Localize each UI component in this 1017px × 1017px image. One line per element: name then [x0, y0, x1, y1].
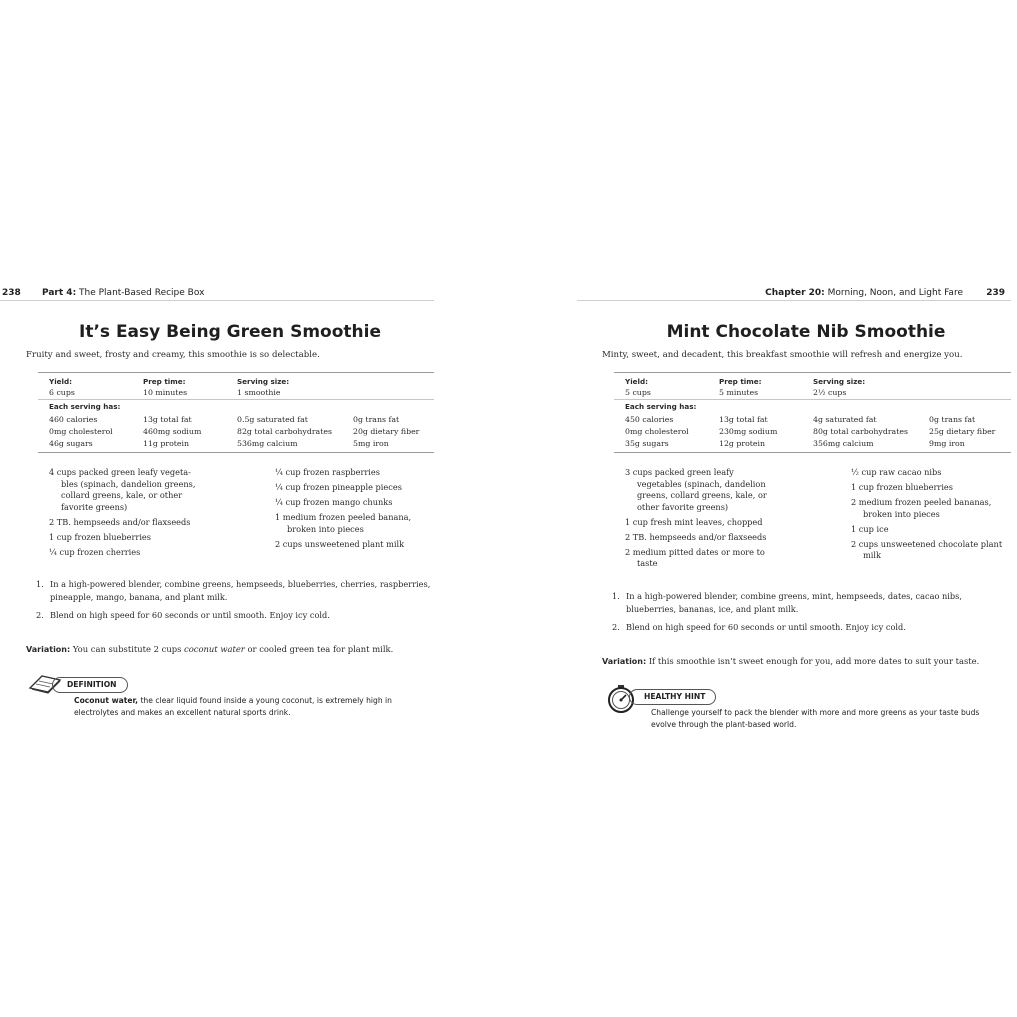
step-item: [602, 590, 1011, 615]
left-page: [0, 286, 434, 746]
healthy-hint-text: Challenge yourself to pack the blender with more and more greens as your taste buds evolve through the plant-based world.: [651, 708, 980, 729]
ingredients-column-left: [625, 467, 775, 573]
right-page: [577, 286, 1011, 746]
nutrition-value: 356mg calcium: [813, 439, 874, 448]
definition-term: Coconut water,: [74, 696, 139, 705]
ingredient-item: 2 TB. hempseeds and/or flaxseeds: [625, 531, 767, 542]
ingredient-item: ¼ cup frozen mango chunks: [275, 497, 393, 507]
ingredient-item: ¼ cup frozen cherries: [49, 546, 141, 557]
page-number: 239: [986, 288, 1005, 298]
nutrition-value: 25g dietary fiber: [929, 427, 996, 436]
definition-body: the clear liquid found inside a young coconut, is extremely high in electrolytes and makes an excellent natural sports drink.: [74, 696, 392, 717]
ingredients-column-left: [49, 467, 209, 562]
yield-cell: [625, 376, 651, 398]
nutrition-column-2: [143, 414, 201, 450]
nutrition-value: 0g trans fat: [929, 415, 976, 424]
nutrition-table: [614, 372, 1011, 453]
step-text: Blend on high speed for 60 seconds or until smooth. Enjoy icy cold.: [50, 610, 330, 620]
nutrition-value: 35g sugars: [625, 439, 669, 448]
ingredient-item: 4 cups packed green leafy vegeta- bles (spinach, dandelion greens, collard greens, kale, or other favorite greens): [49, 467, 196, 512]
ingredient-item: 1 cup ice: [851, 523, 889, 534]
variation-label: Variation:: [26, 645, 71, 654]
step-number: 1.: [36, 579, 44, 589]
variation-text: You can substitute 2 cups: [70, 644, 185, 654]
prep-time-value: 10 minutes: [143, 388, 188, 397]
nutrition-column-3: [813, 414, 908, 450]
nutrition-value: 11g protein: [143, 439, 190, 448]
yield-value: 6 cups: [49, 388, 75, 397]
ingredients-column-right: [851, 467, 1011, 565]
ingredient-item: 2 medium frozen peeled bananas, broken into pieces: [851, 497, 992, 519]
nutrition-value: 460 calories: [49, 415, 98, 424]
nutrition-value: 0mg cholesterol: [49, 427, 113, 436]
variation-text: If this smoothie isn’t sweet enough for you, add more dates to suit your taste.: [646, 656, 980, 666]
prep-time-value: 5 minutes: [719, 388, 759, 397]
nutrition-column-1: [625, 414, 689, 450]
ingredient-item: 1 cup frozen blueberries: [851, 482, 953, 492]
step-number: 1.: [612, 591, 620, 601]
nutrition-value: 9mg iron: [929, 439, 965, 448]
recipe-title: It’s Easy Being Green Smoothie: [79, 322, 381, 342]
nutrition-value: 82g total carbohydrates: [237, 427, 332, 436]
step-number: 2.: [612, 622, 620, 632]
running-head-title: [42, 286, 204, 300]
variation-note: [26, 644, 393, 654]
serving-size-value: 2½ cups: [813, 388, 847, 397]
nutrition-column-4: [929, 414, 995, 450]
serving-size-cell: [237, 376, 289, 398]
step-text: In a high-powered blender, combine greens, hempseeds, blueberries, cherries, raspberries, pineapple, mango, banana, and plant milk.: [50, 579, 431, 602]
ingredient-item: 2 TB. hempseeds and/or flaxseeds: [49, 516, 191, 527]
prep-time-cell: [143, 376, 187, 398]
part-title: The Plant-Based Recipe Box: [76, 288, 205, 298]
chapter-title: Morning, Noon, and Light Fare: [824, 288, 963, 298]
ingredient-item: 1 medium frozen peeled banana, broken into pieces: [275, 512, 412, 534]
variation-label: Variation:: [602, 657, 647, 666]
serving-size-label: Serving size:: [813, 377, 866, 386]
running-head-title: [765, 286, 963, 300]
nutrition-value: 230mg sodium: [719, 427, 778, 436]
nutrition-value: 536mg calcium: [237, 439, 298, 448]
ingredient-item: ½ cup raw cacao nibs: [851, 467, 942, 477]
each-serving-label: Each serving has:: [49, 402, 121, 411]
nutrition-table: [38, 372, 434, 453]
ingredient-item: ¼ cup frozen raspberries: [275, 467, 380, 477]
prep-time-label: Prep time:: [719, 377, 762, 386]
nutrition-column-2: [719, 414, 777, 450]
nutrition-value: 450 calories: [625, 415, 674, 424]
nutrition-column-3: [237, 414, 332, 450]
nutrition-value: 46g sugars: [49, 439, 93, 448]
prep-time-cell: [719, 376, 761, 398]
ingredient-item: ¼ cup frozen pineapple pieces: [275, 482, 402, 492]
step-item: [26, 578, 434, 603]
nutrition-value: 13g total fat: [719, 415, 768, 424]
nutrition-value: 0g trans fat: [353, 415, 400, 424]
nutrition-value: 13g total fat: [143, 415, 192, 424]
ingredient-item: 1 cup fresh mint leaves, chopped: [625, 516, 763, 527]
nutrition-value: 12g protein: [719, 439, 766, 448]
page-number: 238: [2, 288, 21, 298]
step-number: 2.: [36, 610, 44, 620]
ingredient-item: 2 medium pitted dates or more to taste: [625, 546, 765, 568]
ingredient-item: 2 cups unsweetened plant milk: [275, 538, 405, 549]
nutrition-value: 4g saturated fat: [813, 415, 877, 424]
step-item: [602, 621, 1011, 634]
step-item: [26, 609, 434, 622]
running-head-right: [577, 286, 1011, 301]
serving-size-label: Serving size:: [237, 377, 290, 386]
healthy-hint-badge: HEALTHY HINT: [629, 689, 716, 705]
nutrition-value: 0mg cholesterol: [625, 427, 689, 436]
recipe-intro: Fruity and sweet, frosty and creamy, this smoothie is so delectable.: [26, 350, 320, 360]
nutrition-column-1: [49, 414, 113, 450]
nutrition-summary: [38, 373, 434, 400]
step-text: In a high-powered blender, combine greens, mint, hempseeds, dates, cacao nibs, blueberries, bananas, ice, and plant milk.: [626, 591, 962, 614]
ingredient-item: 2 cups unsweetened chocolate plant milk: [851, 538, 1003, 560]
nutrition-value: 80g total carbohydrates: [813, 427, 908, 436]
recipe-title: Mint Chocolate Nib Smoothie: [666, 322, 946, 342]
nutrition-value: 460mg sodium: [143, 427, 202, 436]
chapter-label: Chapter 20:: [765, 288, 825, 298]
nutrition-value: 20g dietary fiber: [353, 427, 420, 436]
recipe-steps: [602, 590, 1011, 640]
running-head-left: [0, 286, 434, 301]
nutrition-value: 5mg iron: [353, 439, 389, 448]
yield-label: Yield:: [625, 377, 649, 386]
step-text: Blend on high speed for 60 seconds or until smooth. Enjoy icy cold.: [626, 622, 906, 632]
prep-time-label: Prep time:: [143, 377, 186, 386]
variation-text-end: or cooled green tea for plant milk.: [244, 644, 394, 654]
variation-term: coconut water: [184, 644, 245, 654]
ingredients-column-right: [275, 467, 434, 554]
nutrition-details: [38, 400, 434, 452]
recipe-intro: Minty, sweet, and decadent, this breakfast smoothie will refresh and energize you.: [602, 350, 963, 360]
definition-badge: DEFINITION: [52, 677, 128, 693]
ingredient-item: 1 cup frozen blueberries: [49, 531, 151, 542]
definition-text: [74, 695, 404, 719]
ingredient-item: 3 cups packed green leafy vegetables (spinach, dandelion greens, collard greens, kale, or other favorite greens): [625, 467, 767, 512]
serving-size-value: 1 smoothie: [237, 388, 281, 397]
yield-label: Yield:: [49, 377, 73, 386]
recipe-steps: [26, 578, 434, 628]
serving-size-cell: [813, 376, 865, 398]
yield-cell: [49, 376, 75, 398]
nutrition-details: [614, 400, 1011, 452]
each-serving-label: Each serving has:: [625, 402, 697, 411]
variation-note: [602, 656, 979, 666]
yield-value: 5 cups: [625, 388, 651, 397]
nutrition-column-4: [353, 414, 419, 450]
nutrition-summary: [614, 373, 1011, 400]
nutrition-value: 0.5g saturated fat: [237, 415, 308, 424]
part-label: Part 4:: [42, 288, 77, 298]
